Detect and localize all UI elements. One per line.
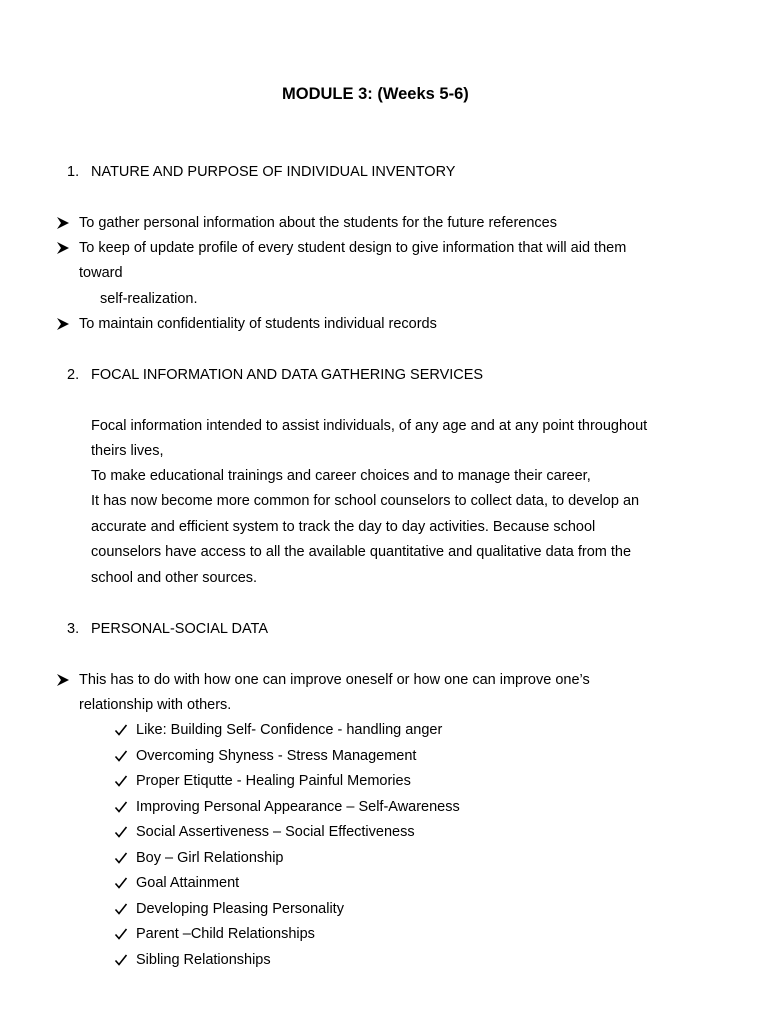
checklist-item: Improving Personal Appearance – Self-Awareness bbox=[136, 799, 460, 815]
section-3-number: 3. bbox=[67, 621, 80, 637]
checklist-item: Overcoming Shyness - Stress Management bbox=[136, 748, 417, 764]
checklist-item: Boy – Girl Relationship bbox=[136, 850, 284, 866]
paragraph-line: Focal information intended to assist individuals, of any age and at any point throughout bbox=[91, 418, 648, 434]
paragraph-line: school and other sources. bbox=[91, 570, 258, 586]
bullet-text: To gather personal information about the students for the future references bbox=[79, 215, 557, 231]
section-2-number: 2. bbox=[67, 367, 80, 383]
paragraph-line: accurate and efficient system to track the day to day activities. Because school bbox=[91, 519, 596, 535]
checklist-item: Parent –Child Relationships bbox=[136, 926, 315, 942]
checkmark-icon bbox=[114, 723, 128, 737]
arrowhead-bullet-icon bbox=[56, 673, 70, 687]
checkmark-icon bbox=[114, 800, 128, 814]
section-1-number: 1. bbox=[67, 164, 80, 180]
bullet-text-continued: toward bbox=[79, 265, 123, 281]
page-title: MODULE 3: (Weeks 5-6) bbox=[282, 85, 469, 103]
bullet-text-continued: self-realization. bbox=[100, 291, 198, 307]
checkmark-icon bbox=[114, 876, 128, 890]
bullet-text: This has to do with how one can improve oneself or how one can improve one’s bbox=[79, 672, 590, 688]
section-1-heading: NATURE AND PURPOSE OF INDIVIDUAL INVENTORY bbox=[91, 164, 456, 180]
checklist-item: Goal Attainment bbox=[136, 875, 240, 891]
bullet-text-continued: relationship with others. bbox=[79, 697, 232, 713]
checkmark-icon bbox=[114, 851, 128, 865]
checklist-item: Proper Etiqutte - Healing Painful Memories bbox=[136, 773, 411, 789]
checklist-item: Social Assertiveness – Social Effectiveness bbox=[136, 824, 415, 840]
section-3-heading: PERSONAL-SOCIAL DATA bbox=[91, 621, 268, 637]
checklist-item: Like: Building Self- Confidence - handling anger bbox=[136, 722, 443, 738]
bullet-text: To keep of update profile of every student design to give information that will aid them bbox=[79, 240, 627, 256]
bullet-text: To maintain confidentiality of students individual records bbox=[79, 316, 437, 332]
arrowhead-bullet-icon bbox=[56, 216, 70, 230]
arrowhead-bullet-icon bbox=[56, 241, 70, 255]
checklist-item: Sibling Relationships bbox=[136, 952, 271, 968]
checkmark-icon bbox=[114, 902, 128, 916]
paragraph-line: counselors have access to all the available quantitative and qualitative data from the bbox=[91, 544, 632, 560]
checkmark-icon bbox=[114, 825, 128, 839]
paragraph-line: theirs lives, bbox=[91, 443, 164, 459]
checkmark-icon bbox=[114, 749, 128, 763]
paragraph-line: To make educational trainings and career choices and to manage their career, bbox=[91, 468, 591, 484]
checkmark-icon bbox=[114, 953, 128, 967]
checklist-item: Developing Pleasing Personality bbox=[136, 901, 344, 917]
arrowhead-bullet-icon bbox=[56, 317, 70, 331]
checkmark-icon bbox=[114, 927, 128, 941]
section-2-heading: FOCAL INFORMATION AND DATA GATHERING SERVICES bbox=[91, 367, 484, 383]
checkmark-icon bbox=[114, 774, 128, 788]
paragraph-line: It has now become more common for school counselors to collect data, to develop an bbox=[91, 493, 640, 509]
